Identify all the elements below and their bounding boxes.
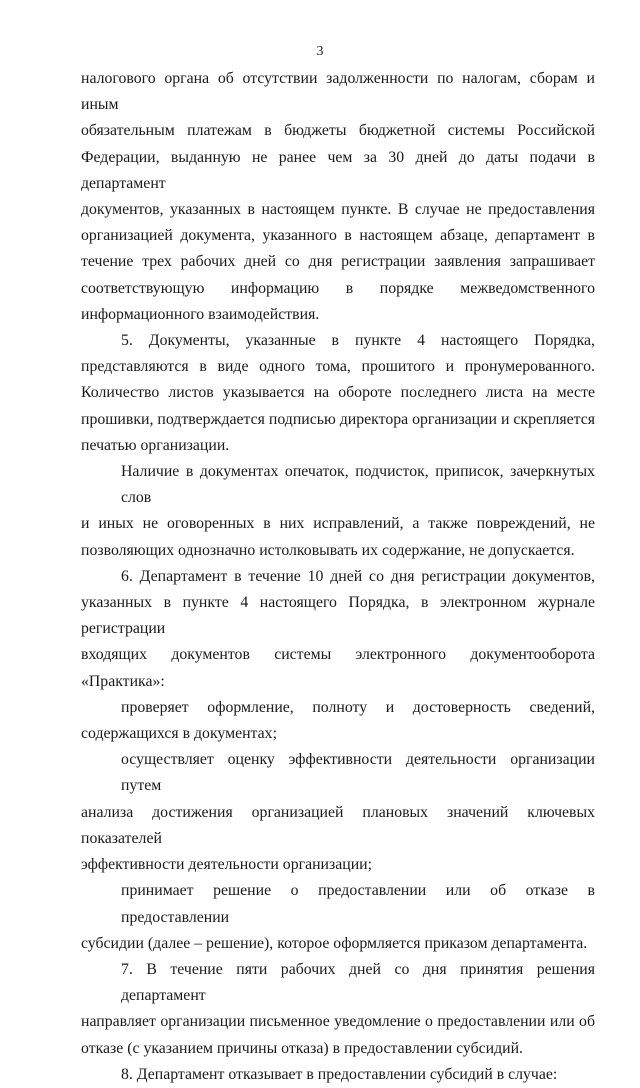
text-line: 6. Департамент в течение 10 дней со дня регистрации документов, [121, 567, 595, 585]
text-line: прошивки, подтверждается подписью директора организации и скрепляется [81, 410, 595, 428]
text-line: принимает решение о предоставлении или об отказе в предоставлении [121, 882, 595, 926]
text-line: Федерации, выданную не ранее чем за 30 дней до даты подачи в департамент [81, 148, 595, 192]
text-line: указанных в пункте 4 настоящего Порядка, в электронном журнале регистрации [81, 594, 595, 638]
paragraph-decision [81, 878, 595, 957]
text-line: отказе (с указанием причины отказа) в предоставлении субсидий. [81, 1039, 524, 1057]
page-number: 3 [316, 44, 324, 59]
paragraph-item-7 [81, 957, 595, 1062]
text-line: Количество листов указывается на обороте последнего листа на месте [81, 384, 595, 402]
paragraph-checks [81, 695, 595, 747]
text-line: и иных не оговоренных в них исправлений, а также повреждений, не [81, 515, 595, 533]
document-body [81, 66, 595, 1088]
paragraph-evaluation [81, 747, 595, 878]
paragraph-item-6 [81, 564, 595, 695]
text-line: 5. Документы, указанные в пункте 4 настоящего Порядка, [121, 332, 595, 350]
text-line: налогового органа об отсутствии задолженности по налогам, сборам и иным [81, 70, 595, 114]
text-line: направляет организации письменное уведомление о предоставлении или об [81, 1013, 595, 1031]
text-line: 7. В течение пяти рабочих дней со дня принятия решения департамент [121, 960, 595, 1005]
text-line: субсидии (далее – решение), которое оформляется приказом департамента. [81, 934, 588, 952]
text-line: осуществляет оценку эффективности деятельности организации путем [121, 751, 595, 795]
text-line: документов, указанных в настоящем пункте. В случае не предоставления [81, 201, 595, 219]
text-line: анализа достижения организацией плановых значений ключевых показателей [81, 803, 595, 847]
paragraph-tax-certificate [81, 66, 595, 328]
text-line: эффективности деятельности организации; [81, 856, 373, 874]
text-line: позволяющих однозначно истолковывать их содержание, не допускается. [81, 541, 575, 559]
text-line: обязательным платежам в бюджеты бюджетной системы Российской [81, 122, 595, 140]
text-line: соответствующую информацию в порядке межведомственного [81, 279, 595, 297]
text-line: печатью организации. [81, 436, 230, 454]
paragraph-corrections [81, 459, 595, 564]
text-line: проверяет оформление, полноту и достоверность сведений, [121, 698, 595, 716]
paragraph-item-8 [81, 1062, 595, 1088]
text-line: входящих документов системы электронного документооборота «Практика»: [81, 646, 595, 690]
text-line: течение трех рабочих дней со дня регистрации заявления запрашивает [81, 253, 595, 271]
text-line: содержащихся в документах; [81, 725, 277, 743]
text-line: Наличие в документах опечаток, подчисток, приписок, зачеркнутых слов [121, 463, 595, 507]
text-line: информационного взаимодействия. [81, 305, 320, 323]
text-line: представляются в виде одного тома, прошитого и пронумерованного. [81, 358, 595, 376]
paragraph-item-5 [81, 328, 595, 459]
text-line: 8. Департамент отказывает в предоставлении субсидий в случае: [121, 1065, 558, 1083]
text-line: организацией документа, указанного в настоящем абзаце, департамент в [81, 227, 595, 245]
